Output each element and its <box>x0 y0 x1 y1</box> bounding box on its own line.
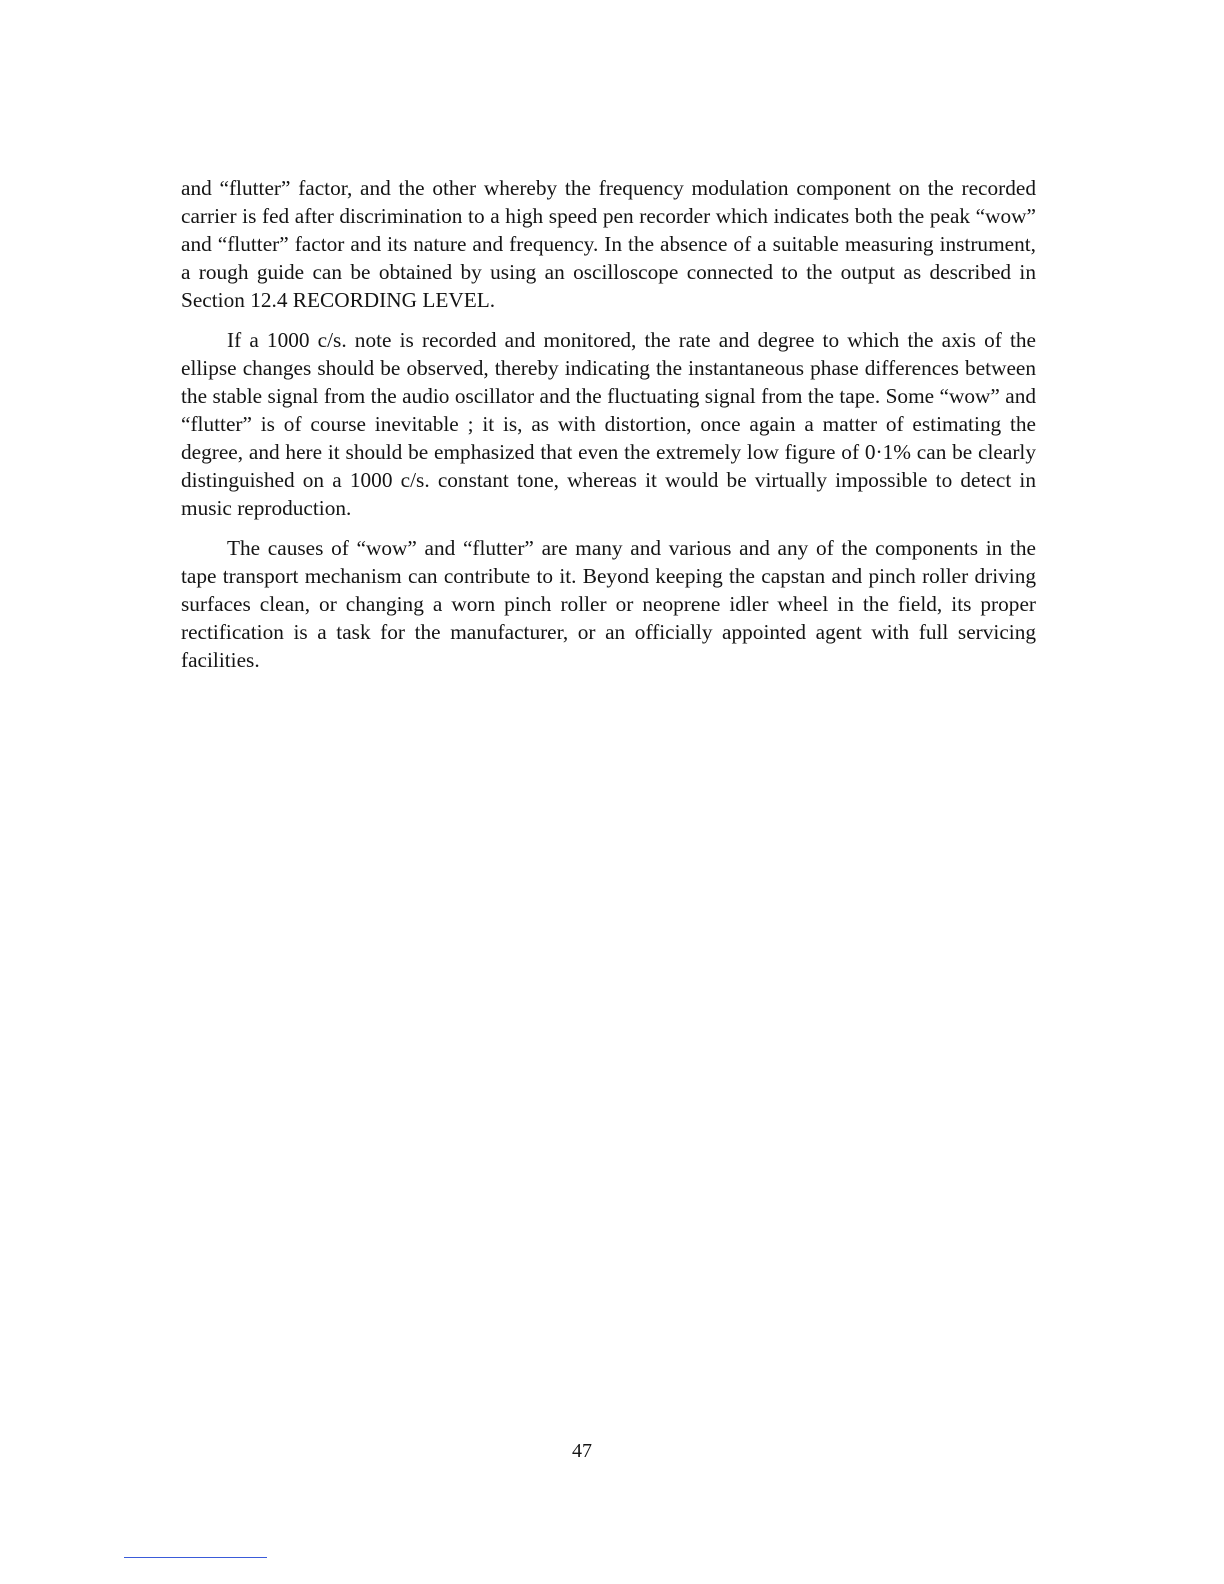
paragraph-oscilloscope-test: If a 1000 c/s. note is recorded and monitored, the rate and degree to which the axis of the ellipse changes should be observed, thereby indicating the instantaneous phase differences between the stable signal from the audio oscillator and the fluctuating signal from the tape. Some “wow” and “flutter” is of course inevitable ; it is, as with distortion, once again a matter of estimating the degree, and here it should be emphasized that even the extremely low figure of 0·1% can be clearly distinguished on a 1000 c/s. constant tone, whereas it would be virtually impossible to detect in music reproduction. <box>181 328 1036 520</box>
paragraph-causes: The causes of “wow” and “flutter” are many and various and any of the components in the tape transport mechanism can contribute to it. Beyond keeping the capstan and pinch roller driving surfaces clean, or changing a worn pinch roller or neoprene idler wheel in the field, its proper rectification is a task for the manufacturer, or an officially appointed agent with full servicing facilities. <box>181 536 1036 672</box>
page-number: 47 <box>572 1440 592 1462</box>
page-body <box>181 174 1036 686</box>
paragraph-continued: and “flutter” factor, and the other whereby the frequency modulation component on the recorded carrier is fed after discrimination to a high speed pen recorder which indicates both the peak “wow” and “flutter” factor and its nature and frequency. In the absence of a suitable measuring instrument, a rough guide can be obtained by using an oscilloscope connected to the output as described in Section 12.4 RECORDING LEVEL. <box>181 176 1036 312</box>
footer-rule <box>124 1557 267 1558</box>
